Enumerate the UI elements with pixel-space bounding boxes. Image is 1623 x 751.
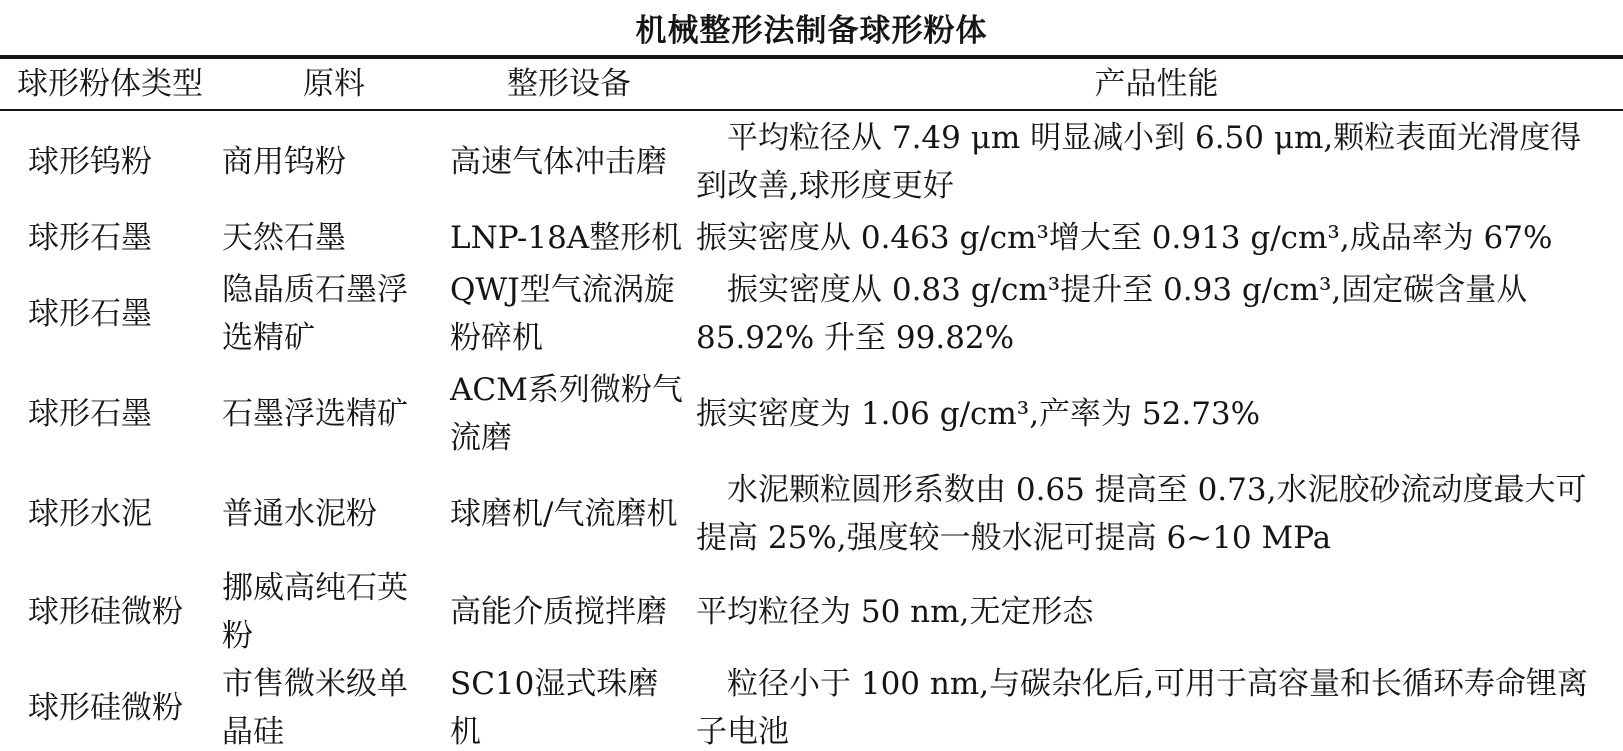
col-header-type: 球形粉体类型: [0, 57, 220, 110]
table-row: [0, 564, 1623, 660]
table-row: [0, 212, 1623, 264]
cell-equipment: 高速气体冲击磨: [450, 143, 667, 180]
cell-material: 普通水泥粉: [222, 496, 377, 532]
cell-equipment: LNP-18A整形机: [450, 220, 683, 256]
cell-performance: 振实密度从 0.463 g/cm³增大至 0.913 g/cm³,成品率为 67%: [696, 220, 1553, 256]
cell-type: 球形石墨: [28, 396, 152, 432]
cell-type: 球形水泥: [28, 496, 152, 532]
table-header: [0, 57, 1623, 110]
table-title: 机械整形法制备球形粉体: [635, 13, 988, 49]
cell-performance: 水泥颗粒圆形系数由 0.65 提高至 0.73,水泥胶砂流动度最大可提高 25%,强度较一般水泥可提高 6~10 MPa: [696, 472, 1587, 556]
cell-equipment: 高能介质搅拌磨: [450, 594, 667, 630]
cell-material: 天然石墨: [222, 220, 346, 256]
table-row: [0, 464, 1623, 564]
cell-material: 隐晶质石墨浮选精矿: [222, 272, 408, 356]
cell-performance: 粒径小于 100 nm,与碳杂化后,可用于高容量和长循环寿命锂离子电池: [696, 666, 1588, 750]
cell-equipment: SC10湿式珠磨机: [450, 666, 659, 750]
cell-material: 市售微米级单晶硅: [222, 666, 408, 750]
table-row: [0, 110, 1623, 212]
cell-type: 球形硅微粉: [28, 690, 183, 726]
cell-equipment: 球磨机/气流磨机: [450, 496, 678, 532]
powder-table: [0, 55, 1623, 751]
header-row: [0, 57, 1623, 110]
cell-performance: 平均粒径为 50 nm,无定形态: [696, 594, 1094, 630]
cell-type: 球形钨粉: [28, 143, 152, 180]
col-header-equipment: 整形设备: [448, 57, 690, 110]
table-body: [0, 110, 1623, 751]
cell-type: 球形石墨: [28, 220, 152, 256]
cell-performance: 振实密度为 1.06 g/cm³,产率为 52.73%: [696, 396, 1261, 432]
cell-material: 挪威高纯石英粉: [222, 570, 408, 654]
table-row: [0, 660, 1623, 751]
cell-type: 球形石墨: [28, 296, 152, 332]
cell-material: 石墨浮选精矿: [222, 396, 408, 432]
table-row: [0, 364, 1623, 464]
cell-equipment: ACM系列微粉气流磨: [450, 372, 683, 456]
col-header-performance: 产品性能: [690, 57, 1623, 110]
cell-equipment: QWJ型气流涡旋粉碎机: [450, 272, 675, 356]
table-row: [0, 264, 1623, 364]
cell-material: 商用钨粉: [222, 143, 346, 180]
cell-performance: 振实密度从 0.83 g/cm³提升至 0.93 g/cm³,固定碳含量从 85.92% 升至 99.82%: [696, 272, 1528, 356]
cell-performance: 平均粒径从 7.49 μm 明显减小到 6.50 μm,颗粒表面光滑度得到改善,球形度更好: [696, 119, 1582, 204]
cell-type: 球形硅微粉: [28, 594, 183, 630]
col-header-material: 原料: [220, 57, 448, 110]
